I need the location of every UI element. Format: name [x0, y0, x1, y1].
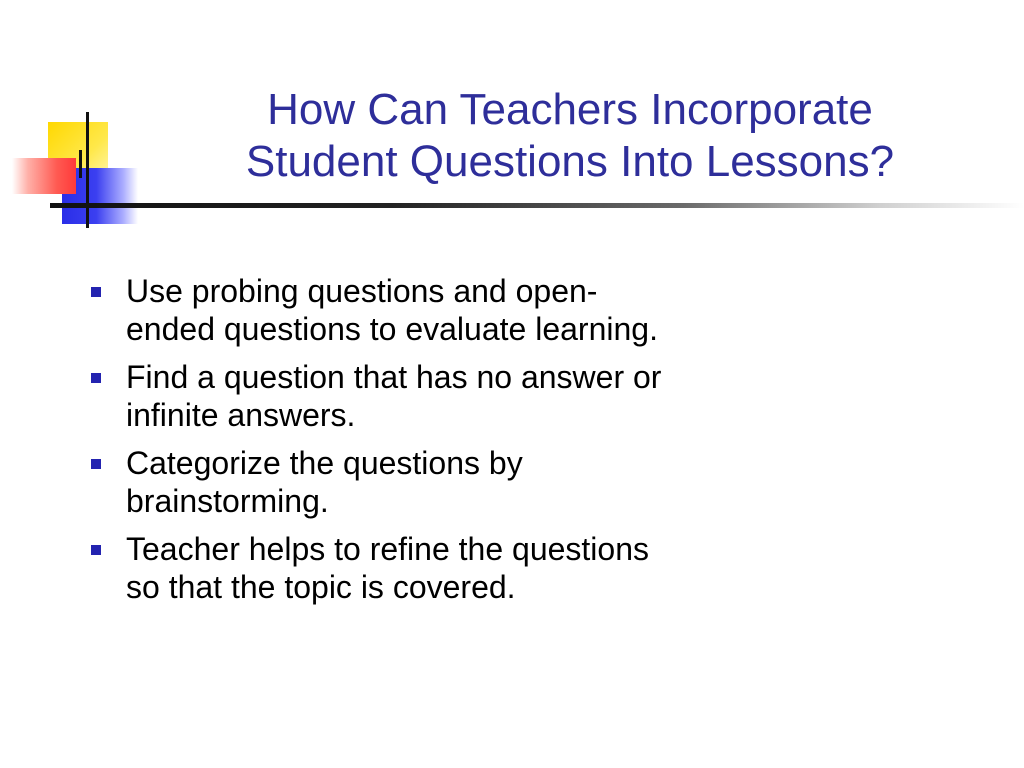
- bullet-item: [88, 444, 848, 520]
- bullet-text-line: infinite answers.: [126, 397, 356, 433]
- vertical-rule-short-decoration: [79, 150, 82, 178]
- title-underline-rule: [50, 203, 1024, 208]
- bullet-text-line: Teacher helps to refine the questions: [126, 531, 649, 567]
- bullet-text-line: so that the topic is covered.: [126, 569, 516, 605]
- bullet-item: [88, 272, 848, 348]
- red-square-decoration: [12, 158, 76, 194]
- bullet-item: [88, 530, 848, 606]
- bullet-text-line: ended questions to evaluate learning.: [126, 311, 658, 347]
- bullet-text-line: Find a question that has no answer or: [126, 359, 662, 395]
- bullet-text: [126, 358, 816, 434]
- square-bullet-icon: [91, 459, 101, 469]
- vertical-rule-decoration: [86, 112, 89, 228]
- square-bullet-icon: [91, 545, 101, 555]
- bullet-text: [126, 272, 816, 348]
- bullet-text-line: Use probing questions and open-: [126, 273, 598, 309]
- square-bullet-icon: [91, 287, 101, 297]
- bullet-text-line: Categorize the questions by: [126, 445, 523, 481]
- bullet-text: [126, 530, 816, 606]
- square-bullet-icon: [91, 373, 101, 383]
- bullet-item: [88, 358, 848, 434]
- bullet-list: [88, 272, 848, 616]
- slide-title: [150, 84, 990, 188]
- slide-title-line: How Can Teachers Incorporate: [267, 85, 873, 134]
- bullet-text: [126, 444, 816, 520]
- bullet-text-line: brainstorming.: [126, 483, 329, 519]
- slide-title-line: Student Questions Into Lessons?: [245, 137, 895, 186]
